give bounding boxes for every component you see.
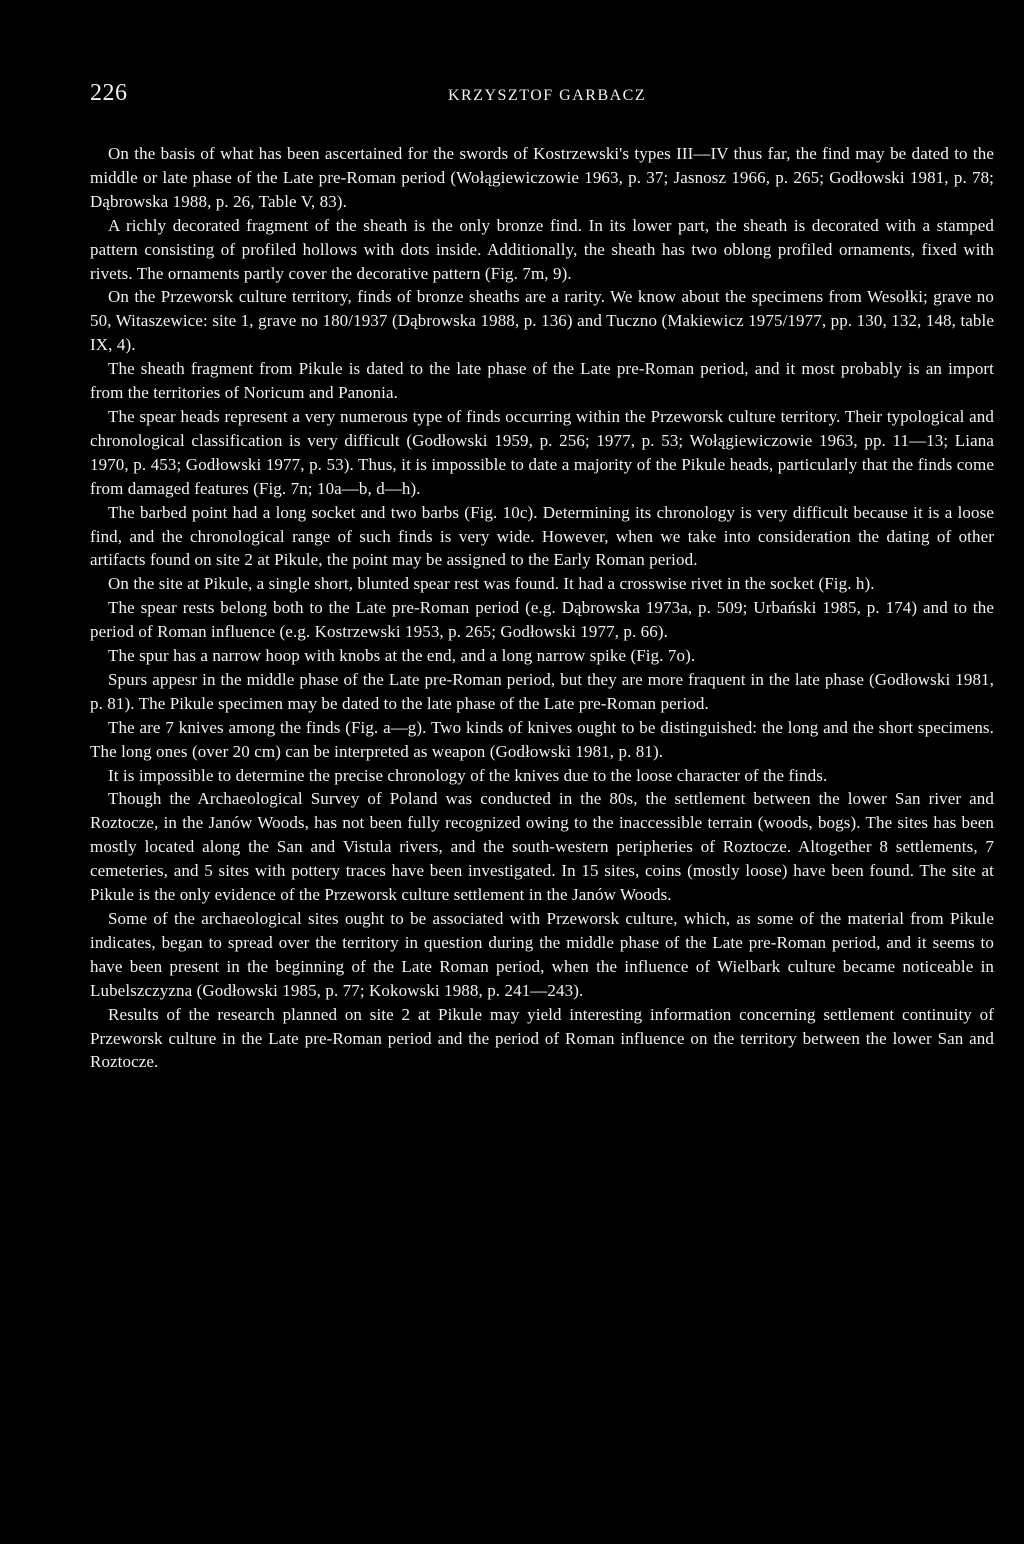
paragraph-barbed-point: The barbed point had a long socket and two barbs (Fig. 10c). Determining its chronology is very difficult because it is a loose find, and the chronological range of such finds is very wide. However, when we take into consideration the dating of other artifacts found on site 2 at Pikule, the point may be assigned to the Early Roman period.	[90, 502, 994, 570]
paragraph-research-results: Results of the research planned on site 2 at Pikule may yield interesting information concerning settlement continuity of Przeworsk culture in the Late pre-Roman period and the period of Roman influence on the territory between the lower San and Roztocze.	[90, 1004, 994, 1072]
paragraph-knives: The are 7 knives among the finds (Fig. a—g). Two kinds of knives ought to be distinguished: the long and the short specimens. The long ones (over 20 cm) can be interpreted as weapon (Godłowski 1981, p. 81).	[90, 717, 994, 761]
paragraph-sheath-description: A richly decorated fragment of the sheath is the only bronze find. In its lower part, the sheath is decorated with a stamped pattern consisting of profiled hollows with dots inside. Additionally, the sheath has two oblong profiled ornaments, fixed with rivets. The ornaments partly cover the decorative pattern (Fig. 7m, 9).	[90, 215, 994, 283]
paragraph-spur: The spur has a narrow hoop with knobs at the end, and a long narrow spike (Fig. 7o).	[108, 646, 696, 666]
paragraph-spear-heads: The spear heads represent a very numerous type of finds occurring within the Przeworsk culture territory. Their typological and chronological classification is very difficult (Godłowski 1959, p. 256; 1977, p. 53; Wołągiewiczowie 1963, pp. 11—13; Liana 1970, p. 453; Godłowski 1977, p. 53). Thus, it is impossible to date a majority of the Pikule heads, particularly that the finds come from damaged features (Fig. 7n; 10a—b, d—h).	[90, 406, 994, 498]
paragraph-sword-dating: On the basis of what has been ascertained for the swords of Kostrzewski's types III—IV thus far, the find may be dated to the middle or late phase of the Late pre-Roman period (Wołągiewiczowie 1963, p. 37; Jasnosz 1966, p. 265; Godłowski 1981, p. 78; Dąbrowska 1988, p. 26, Table V, 83).	[90, 144, 994, 211]
paragraph-archaeological-survey: Though the Archaeological Survey of Poland was conducted in the 80s, the settlement between the lower San river and Roztocze, in the Janów Woods, has not been fully recognized owing to the inaccessible terrain (woods, bogs). The sites has been mostly located along the San and Vistula rivers, and the south-western peripheries of Roztocze. Altogether 8 settlements, 7 cemeteries, and 5 sites with pottery traces have been investigated. In 15 sites, coins (mostly loose) have been found. The site at Pikule is the only evidence of the Przeworsk culture settlement in the Janów Woods.	[90, 789, 994, 905]
article-body	[90, 142, 994, 1074]
paragraph-spurs-dating: Spurs appesr in the middle phase of the Late pre-Roman period, but they are more fraquent in the late phase (Godłowski 1981, p. 81). The Pikule specimen may be dated to the late phase of the Late pre-Roman period.	[90, 669, 994, 713]
paragraph-sheath-dating: The sheath fragment from Pikule is dated to the late phase of the Late pre-Roman period, and it most probably is an import from the territories of Noricum and Panonia.	[90, 359, 994, 403]
paragraph-knives-chronology: It is impossible to determine the precise chronology of the knives due to the loose character of the finds.	[108, 765, 828, 785]
paragraph-przeworsk-spread: Some of the archaeological sites ought to be associated with Przeworsk culture, which, as some of the material from Pikule indicates, began to spread over the territory in question during the middle phase of the Late pre-Roman period, and it seems to have been present in the beginning of the Late Roman period, when the influence of Wielbark culture became noticeable in Lubelszczyzna (Godłowski 1985, p. 77; Kokowski 1988, p. 241—243).	[90, 909, 994, 1000]
paragraph-spear-rest: On the site at Pikule, a single short, blunted spear rest was found. It had a crosswise rivet in the socket (Fig. h).	[108, 574, 875, 594]
paragraph-spear-rests-dating: The spear rests belong both to the Late pre-Roman period (e.g. Dąbrowska 1973a, p. 509; Urbański 1985, p. 174) and to the period of Roman influence (e.g. Kostrzewski 1953, p. 265; Godłowski 1977, p. 66).	[90, 598, 994, 642]
page-number: 226	[90, 80, 128, 106]
paragraph-bronze-sheaths-rarity: On the Przeworsk culture territory, finds of bronze sheaths are a rarity. We know about the specimens from Wesołki; grave no 50, Witaszewice: site 1, grave no 180/1937 (Dąbrowska 1988, p. 136) and Tuczno (Makiewicz 1975/1977, pp. 130, 132, 148, table IX, 4).	[90, 287, 994, 355]
page-header	[90, 80, 994, 116]
running-head-author: KRZYSZTOF GARBACZ	[448, 87, 647, 104]
